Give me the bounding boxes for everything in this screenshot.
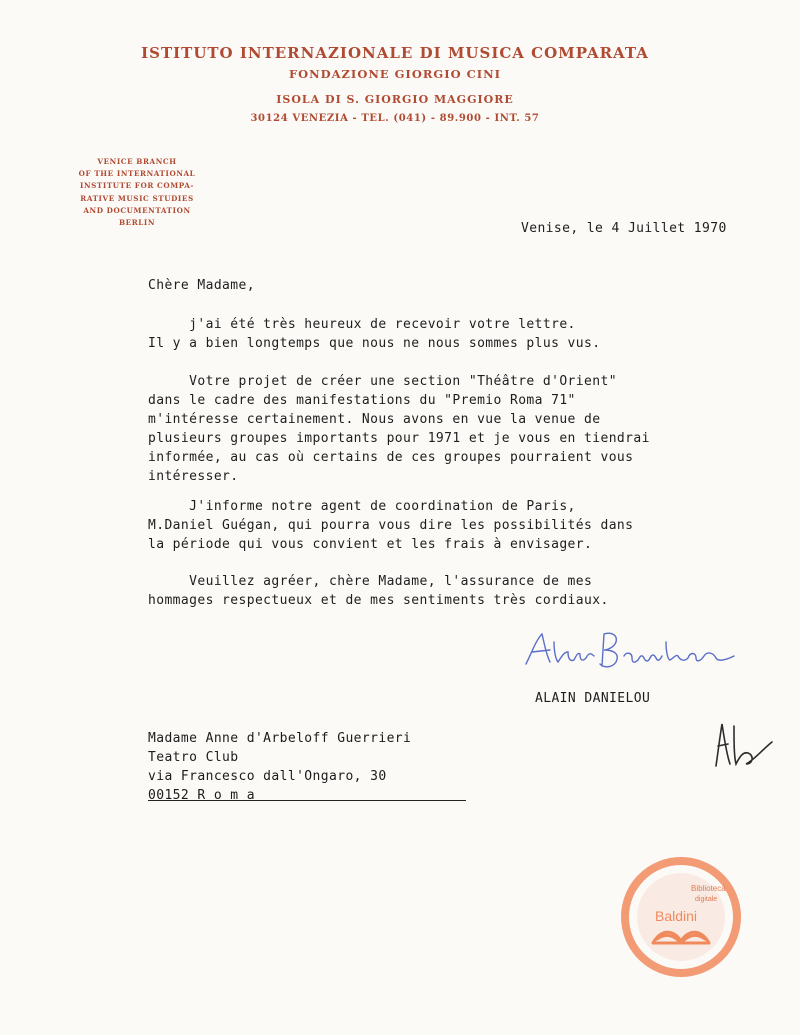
stamp-line-1: Biblioteca [691, 884, 726, 893]
paragraph-line: m'intéresse certainement. Nous avons en vue la venue de [148, 412, 601, 427]
handwritten-signature [520, 622, 750, 682]
letterhead-address: ISOLA DI S. GIORGIO MAGGIORE [276, 93, 514, 106]
letterhead-contact: 30124 VENEZIA - TEL. (041) - 89.900 - INT. 57 [250, 113, 540, 124]
branch-line: VENICE BRANCH [97, 157, 177, 166]
paragraph-line: J'informe notre agent de coordination de Paris, [148, 499, 576, 514]
paragraph-line: la période qui vous convient et les frais à envisager. [148, 537, 593, 552]
branch-line: RATIVE MUSIC STUDIES [80, 193, 194, 203]
letter-paragraph-1 [148, 315, 600, 353]
stamp-brand: Baldini [655, 908, 698, 924]
branch-line: OF THE INTERNATIONAL [78, 169, 196, 179]
address-underline [148, 800, 466, 801]
recipient-line: Teatro Club [148, 750, 239, 765]
letterhead-branch [62, 156, 212, 229]
recipient-line: via Francesco dall'Ongaro, 30 [148, 769, 387, 784]
letter-paragraph-4 [148, 572, 609, 610]
letter-salutation: Chère Madame, [148, 278, 255, 293]
recipient-address [148, 729, 411, 805]
stamp-line-2: digitale [695, 896, 718, 903]
letterhead-foundation: FONDAZIONE GIORGIO CINI [288, 67, 502, 81]
paragraph-line: Veuillez agréer, chère Madame, l'assurance de mes [148, 574, 593, 589]
letter-date: Venise, le 4 Juillet 1970 [521, 221, 727, 236]
paragraph-line: M.Daniel Guégan, qui pourra vous dire les possibilités dans [148, 518, 634, 533]
paragraph-line: hommages respectueux et de mes sentiments très cordiaux. [148, 593, 609, 608]
paragraph-line: Il y a bien longtemps que nous ne nous sommes plus vus. [148, 336, 601, 351]
library-watermark-stamp [619, 855, 743, 979]
recipient-line: Madame Anne d'Arbeloff Guerrieri [148, 731, 412, 746]
branch-line: AND DOCUMENTATION [83, 205, 191, 215]
paragraph-line: plusieurs groupes importants pour 1971 et je vous en tiendrai [148, 431, 650, 446]
paragraph-line: informée, au cas où certains de ces groupes pourraient vous [148, 450, 634, 465]
signature-name: ALAIN DANIELOU [535, 691, 651, 706]
letter-paragraph-3 [148, 497, 633, 554]
branch-line: BERLIN [118, 218, 156, 228]
handwritten-initials [708, 716, 778, 774]
letterhead-institute: ISTITUTO INTERNAZIONALE DI MUSICA COMPARATA [141, 44, 649, 62]
branch-line: INSTITUTE FOR COMPA- [80, 181, 194, 191]
paragraph-line: intéresser. [148, 469, 239, 484]
letter-paragraph-2 [148, 372, 650, 486]
paragraph-line: dans le cadre des manifestations du "Premio Roma 71" [148, 393, 576, 408]
paragraph-line: j'ai été très heureux de recevoir votre lettre. [148, 317, 576, 332]
paragraph-line: Votre projet de créer une section "Théâtre d'Orient" [148, 374, 617, 389]
recipient-line: 00152 R o m a [148, 788, 255, 803]
